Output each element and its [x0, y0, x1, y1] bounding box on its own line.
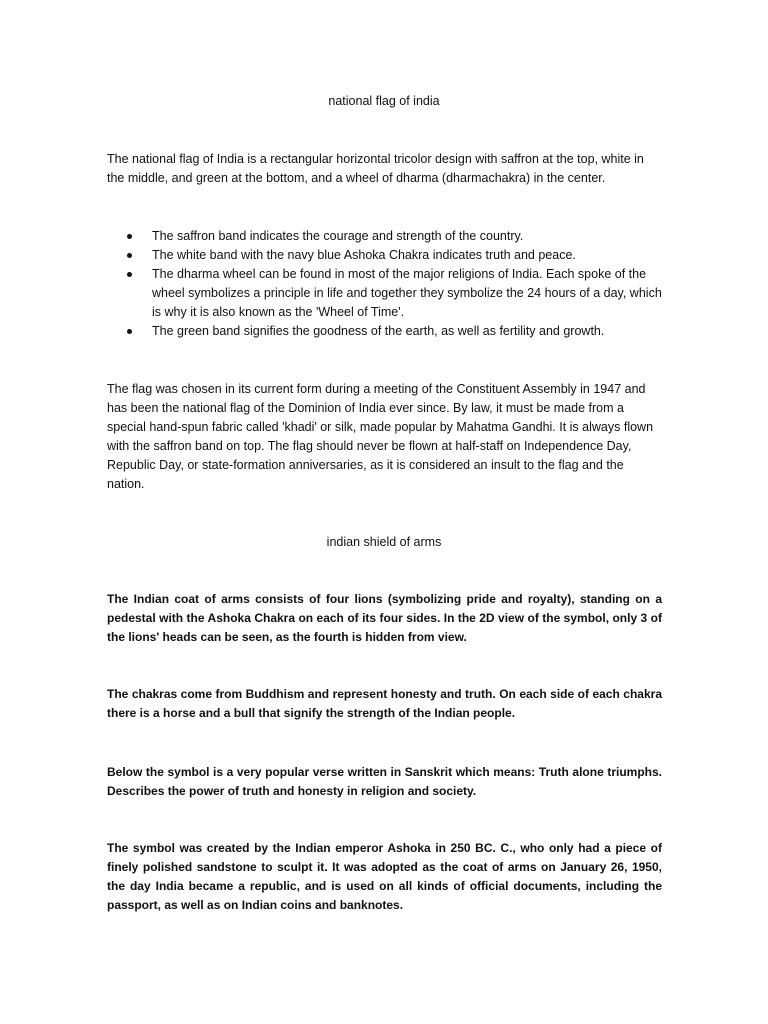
list-item-text: The green band signifies the goodness of the earth, as well as fertility and growth.: [152, 324, 605, 338]
arms-section-title: indian shield of arms: [326, 535, 442, 549]
flag-section-title: national flag of india: [328, 94, 440, 108]
arms-paragraph-4: The symbol was created by the Indian emperor Ashoka in 250 BC. C., who only had a piece of finely polished sandstone to sculpt it. It was adopted as the coat of arms on January 26, 1950, the day India became a republic, and is used on all kinds of official documents, including the passport, as well as on Indian coins and banknotes.: [107, 841, 662, 912]
list-item-text: The saffron band indicates the courage and strength of the country.: [152, 229, 524, 243]
list-item-text: The dharma wheel can be found in most of the major religions of India. Each spoke of the wheel symbolizes a principle in life and together they symbolize the 24 hours of a day, which is why it is also known as the 'Wheel of Time'.: [152, 267, 662, 319]
list-item: [107, 227, 662, 246]
arms-paragraph-2: The chakras come from Buddhism and represent honesty and truth. On each side of each chakra there is a horse and a bull that signify the strength of the Indian people.: [107, 687, 662, 720]
flag-bullet-list: [107, 227, 662, 341]
bullet-icon: [127, 329, 132, 334]
arms-paragraph-1: The Indian coat of arms consists of four lions (symbolizing pride and royalty), standing on a pedestal with the Ashoka Chakra on each of its four sides. In the 2D view of the symbol, only 3 of the lions' heads can be seen, as the fourth is hidden from view.: [107, 592, 662, 644]
list-item-text: The white band with the navy blue Ashoka Chakra indicates truth and peace.: [152, 248, 576, 262]
list-item: [107, 265, 662, 322]
bullet-icon: [127, 234, 132, 239]
bullet-icon: [127, 253, 132, 258]
list-item: [107, 322, 662, 341]
flag-history-paragraph: The flag was chosen in its current form during a meeting of the Constituent Assembly in 1947 and has been the national flag of the Dominion of India ever since. By law, it must be made from a special hand-spun fabric called 'khadi' or silk, made popular by Mahatma Gandhi. It is always flown with the saffron band on top. The flag should never be flown at half-staff on Independence Day, Republic Day, or state-formation anniversaries, as it is considered an insult to the flag and the nation.: [107, 382, 654, 491]
list-item: [107, 246, 662, 265]
flag-intro-paragraph: The national flag of India is a rectangular horizontal tricolor design with saffron at the top, white in the middle, and green at the bottom, and a wheel of dharma (dharmachakra) in the center.: [107, 152, 644, 185]
bullet-icon: [127, 272, 132, 277]
arms-paragraph-3: Below the symbol is a very popular verse written in Sanskrit which means: Truth alone triumphs. Describes the power of truth and honesty in religion and society.: [107, 765, 662, 798]
